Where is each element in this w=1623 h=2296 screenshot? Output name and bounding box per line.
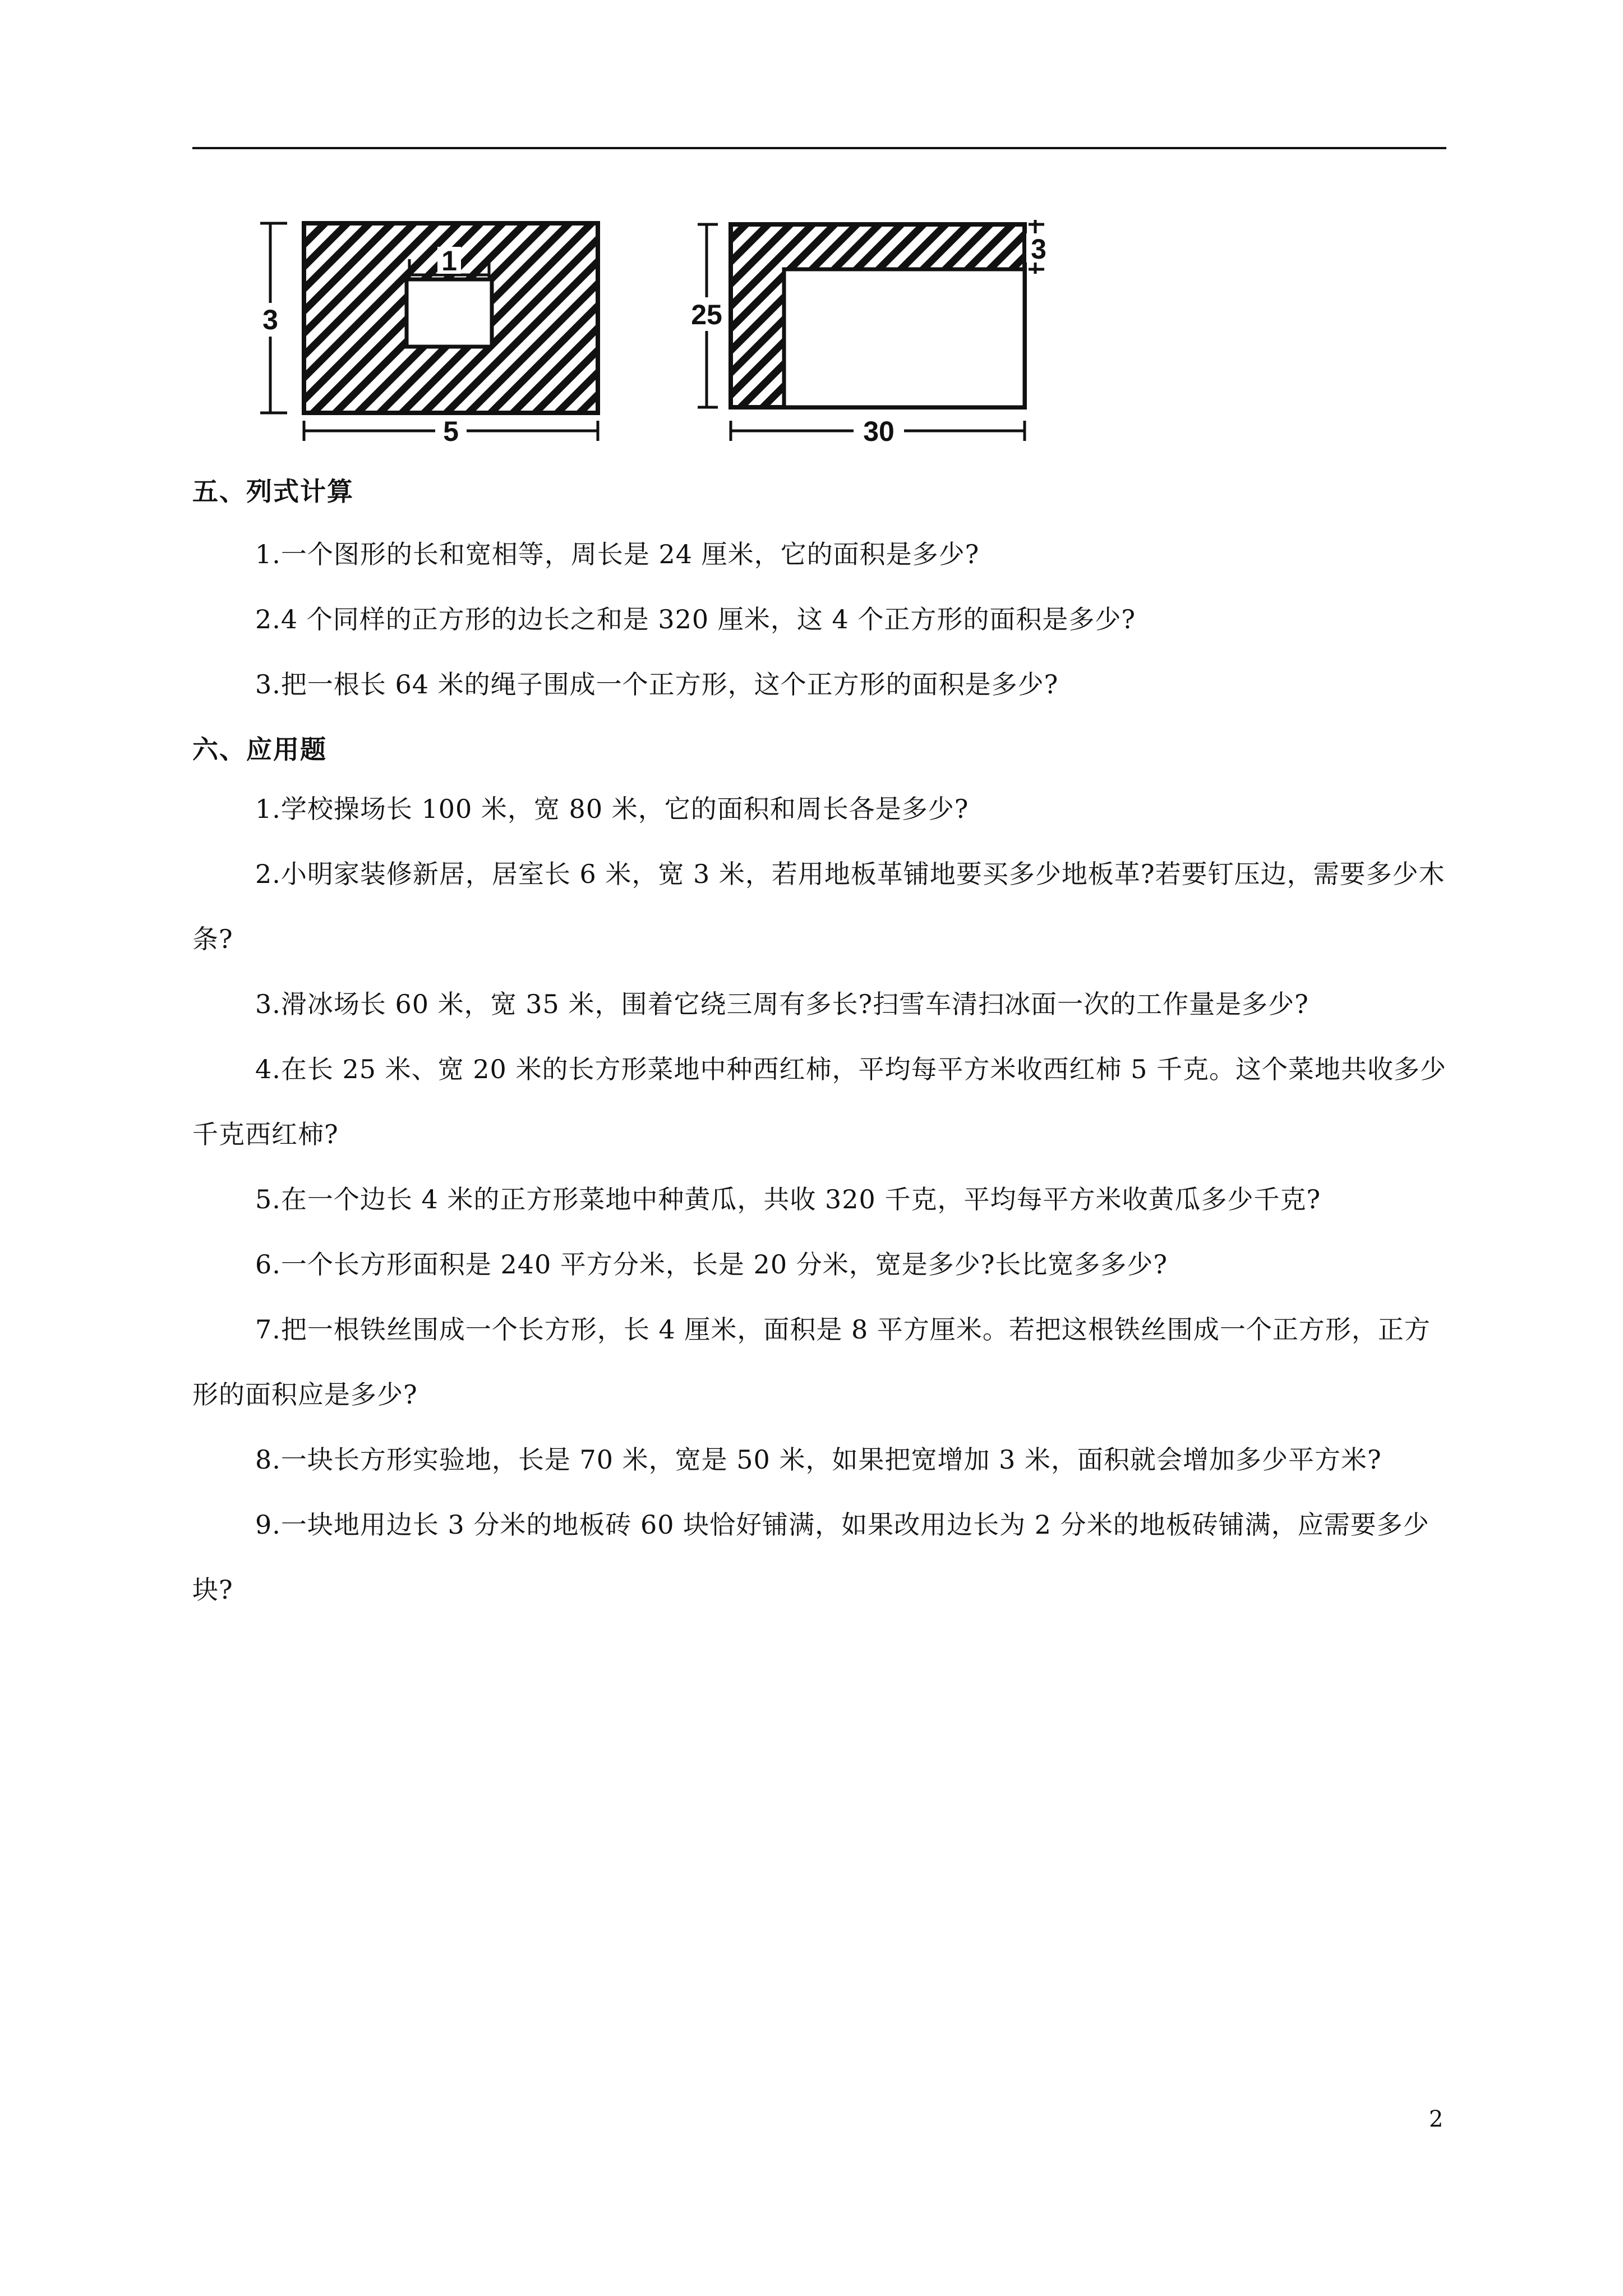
section-6-question-7: 7.把一根铁丝围成一个长方形，长 4 厘米，面积是 8 平方厘米。若把这根铁丝围成一个正方形，正方形的面积应是多少? bbox=[192, 1314, 1431, 1410]
section-6-question-5: 5.在一个边长 4 米的正方形菜地中种黄瓜，共收 320 千克，平均每平方米收黄瓜多少千克? bbox=[255, 1184, 1321, 1214]
figures-svg bbox=[247, 208, 1088, 454]
figures bbox=[247, 208, 1088, 454]
section-5-question-1: 1.一个图形的长和宽相等，周长是 24 厘米，它的面积是多少? bbox=[255, 539, 980, 569]
fig1-width-label: 5 bbox=[443, 416, 459, 447]
section-5-heading: 五、列式计算 bbox=[192, 476, 354, 507]
section-6-question-2: 2.小明家装修新居，居室长 6 米，宽 3 米，若用地板革铺地要买多少地板革?若要钉压边，需要多少木条? bbox=[192, 859, 1445, 954]
fig1-inner-square bbox=[407, 279, 492, 347]
fig1-inner-label: 1 bbox=[441, 245, 457, 277]
header-rule bbox=[192, 147, 1446, 149]
fig2-height-label: 25 bbox=[691, 299, 722, 330]
page-number: 2 bbox=[1429, 2106, 1444, 2132]
figure-1 bbox=[258, 223, 598, 448]
fig2-width-label: 30 bbox=[863, 416, 895, 447]
fig2-inner-rect bbox=[784, 269, 1025, 407]
section-6-question-3: 3.滑冰场长 60 米，宽 35 米，围着它绕三周有多长?扫雪车清扫冰面一次的工作量是多少? bbox=[255, 989, 1309, 1019]
section-6-heading: 六、应用题 bbox=[192, 734, 327, 765]
figure-2 bbox=[685, 220, 1050, 448]
section-5-question-3: 3.把一根长 64 米的绳子围成一个正方形，这个正方形的面积是多少? bbox=[255, 669, 1059, 700]
section-6-question-1: 1.学校操场长 100 米，宽 80 米，它的面积和周长各是多少? bbox=[255, 794, 969, 824]
section-6-question-8: 8.一块长方形实验地，长是 70 米，宽是 50 米，如果把宽增加 3 米，面积就会增加多少平方米? bbox=[255, 1444, 1382, 1475]
section-6-question-6: 6.一个长方形面积是 240 平方分米，长是 20 分米，宽是多少?长比宽多多少? bbox=[255, 1249, 1168, 1280]
section-6-question-4: 4.在长 25 米、宽 20 米的长方形菜地中种西红柿，平均每平方米收西红柿 5 千克。这个菜地共收多少千克西红柿? bbox=[192, 1054, 1446, 1149]
section-5-question-2: 2.4 个同样的正方形的边长之和是 320 厘米，这 4 个正方形的面积是多少? bbox=[255, 604, 1136, 634]
fig2-strip-label: 3 bbox=[1031, 233, 1046, 265]
fig1-height-label: 3 bbox=[262, 304, 278, 335]
section-6-question-9: 9.一块地用边长 3 分米的地板砖 60 块恰好铺满，如果改用边长为 2 分米的地板砖铺满，应需要多少块? bbox=[192, 1510, 1430, 1605]
